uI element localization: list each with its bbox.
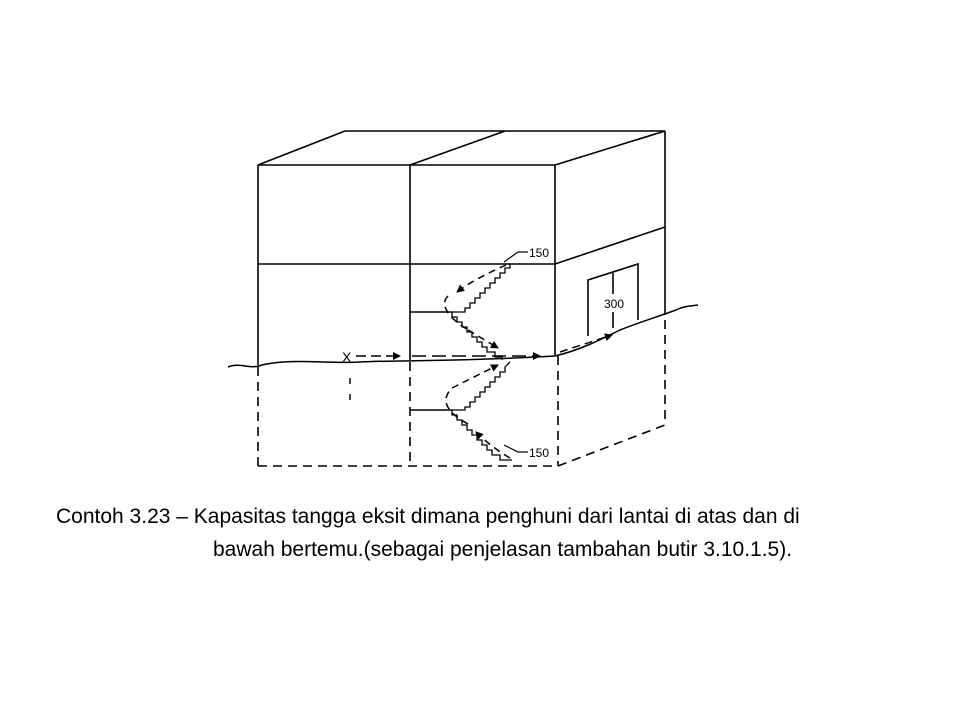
caption-line-2: bawah bertemu.(sebagai penjelasan tambahan butir 3.10.1.5). — [213, 538, 793, 561]
start-point-label: X — [342, 349, 352, 365]
ground-line — [228, 305, 698, 367]
upper-stair-flight-top — [447, 264, 510, 312]
lower-stair-load-label: 150 — [529, 446, 550, 460]
door-capacity-label: 300 — [604, 297, 625, 311]
leader-lines — [504, 252, 528, 452]
upper-stair-flight-bottom — [447, 312, 502, 360]
building-outline — [258, 131, 665, 365]
upper-stair-load-label: 150 — [529, 246, 550, 260]
caption-line-1: Contoh 3.23 – Kapasitas tangga eksit dimana penghuni dari lantai di atas dan di — [56, 505, 800, 528]
figure-caption — [56, 500, 936, 566]
basement-outline — [258, 320, 665, 466]
